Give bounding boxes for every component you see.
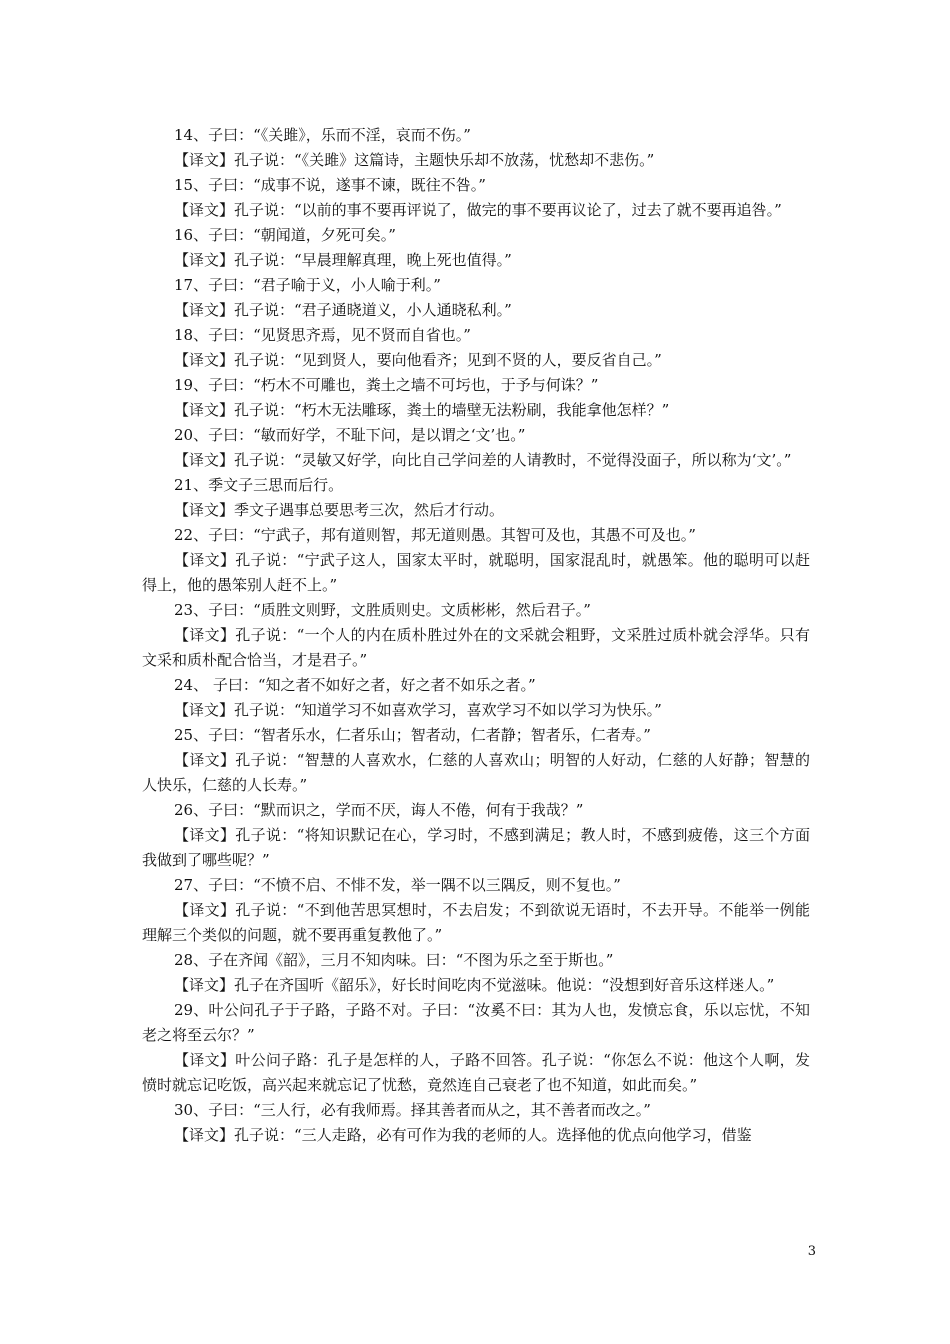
translation-paragraph: 【译文】孔子说：“《关雎》这篇诗，主题快乐却不放荡，忧愁却不悲伤。” [174,151,655,169]
quote-paragraph: 19、子曰：“朽木不可雕也，粪土之墙不可圬也，于予与何诛？” [174,376,599,394]
quote-paragraph: 16、子曰：“朝闻道，夕死可矣。” [174,226,396,244]
page-number: 3 [807,1244,816,1259]
quote-paragraph: 23、子曰：“质胜文则野，文胜质则史。文质彬彬，然后君子。” [174,601,591,619]
translation-paragraph: 【译文】孔子说：“三人走路，必有可作为我的老师的人。选择他的优点向他学习，借鉴 [174,1126,752,1144]
translation-paragraph: 【译文】季文子遇事总要思考三次，然后才行动。 [174,501,505,519]
translation-paragraph: 【译文】孔子在齐国听《韶乐》，好长时间吃肉不觉滋味。他说：“没想到好音乐这样迷人。” [174,976,775,994]
translation-paragraph: 【译文】孔子说：“智慧的人喜欢水，仁慈的人喜欢山；明智的人好动，仁慈的人好静；智慧的人快乐，仁慈的人长寿。” [142,751,810,794]
translation-paragraph: 【译文】孔子说：“早晨理解真理，晚上死也值得。” [174,251,512,269]
translation-paragraph: 【译文】孔子说：“见到贤人，要向他看齐；见到不贤的人，要反省自己。” [174,351,662,369]
quote-paragraph: 30、子曰：“三人行，必有我师焉。择其善者而从之，其不善者而改之。” [174,1101,651,1119]
quote-paragraph: 15、子曰：“成事不说，遂事不谏，既往不咎。” [174,176,486,194]
quote-paragraph: 29、叶公问孔子于子路，子路不对。子曰：“汝奚不曰：其为人也，发愤忘食，乐以忘忧，不知老之将至云尔？” [142,1001,810,1044]
quote-paragraph: 14、子曰：“《关雎》，乐而不淫，哀而不伤。” [174,126,471,144]
translation-paragraph: 【译文】叶公问子路：孔子是怎样的人，子路不回答。孔子说：“你怎么不说：他这个人啊，发愤时就忘记吃饭，高兴起来就忘记了忧愁，竟然连自己衰老了也不知道，如此而矣。” [142,1051,810,1094]
translation-paragraph: 【译文】孔子说：“灵敏又好学，向比自己学问差的人请教时，不觉得没面子，所以称为‘文’。” [174,451,792,469]
quote-paragraph: 25、子曰：“智者乐水，仁者乐山；智者动，仁者静；智者乐，仁者寿。” [174,726,651,744]
translation-paragraph: 【译文】孔子说：“以前的事不要再评说了，做完的事不要再议论了，过去了就不要再追咎。” [174,201,782,219]
translation-paragraph: 【译文】孔子说：“知道学习不如喜欢学习，喜欢学习不如以学习为快乐。” [174,701,662,719]
translation-paragraph: 【译文】孔子说：“君子通晓道义，小人通晓私利。” [174,301,512,319]
quote-paragraph: 24、 子曰：“知之者不如好之者，好之者不如乐之者。” [174,676,536,694]
translation-paragraph: 【译文】孔子说：“不到他苦思冥想时，不去启发；不到欲说无语时，不去开导。不能举一例能理解三个类似的问题，就不要再重复教他了。” [142,901,810,944]
translation-paragraph: 【译文】孔子说：“朽木无法雕琢，粪土的墙壁无法粉刷，我能拿他怎样？” [174,401,670,419]
quote-paragraph: 26、子曰：“默而识之，学而不厌，诲人不倦，何有于我哉？” [174,801,584,819]
quote-paragraph: 28、子在齐闻《韶》，三月不知肉味。曰：“不图为乐之至于斯也。” [174,951,614,969]
translation-paragraph: 【译文】孔子说：“将知识默记在心，学习时，不感到满足；教人时，不感到疲倦，这三个方面我做到了哪些呢？” [142,826,810,869]
quote-paragraph: 20、子曰：“敏而好学，不耻下问，是以谓之‘文’也。” [174,426,526,444]
translation-paragraph: 【译文】孔子说：“一个人的内在质朴胜过外在的文采就会粗野，文采胜过质朴就会浮华。只有文采和质朴配合恰当，才是君子。” [142,626,810,669]
document-body [142,123,810,1148]
quote-paragraph: 21、季文子三思而后行。 [174,476,344,494]
translation-paragraph: 【译文】孔子说：“宁武子这人，国家太平时，就聪明，国家混乱时，就愚笨。他的聪明可以赶得上，他的愚笨别人赶不上。” [142,551,810,594]
quote-paragraph: 18、子曰：“见贤思齐焉，见不贤而自省也。” [174,326,471,344]
quote-paragraph: 22、子曰：“宁武子，邦有道则智，邦无道则愚。其智可及也，其愚不可及也。” [174,526,696,544]
quote-paragraph: 17、子曰：“君子喻于义，小人喻于利。” [174,276,441,294]
quote-paragraph: 27、子曰：“不愤不启、不悱不发，举一隅不以三隅反，则不复也。” [174,876,621,894]
